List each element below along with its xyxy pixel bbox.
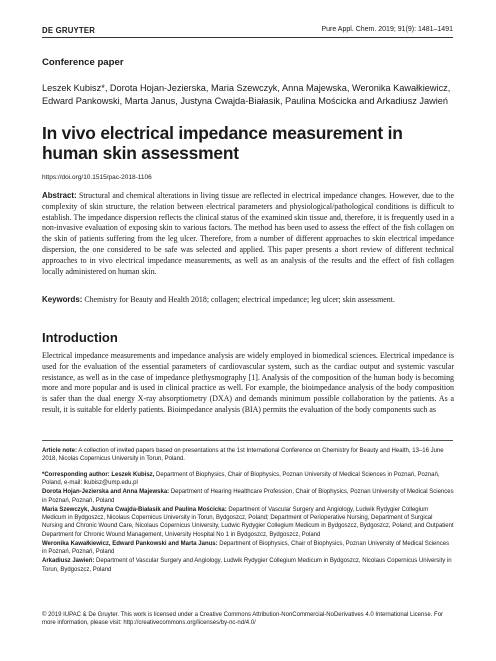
license-notice: © 2019 IUPAC & De Gruyter. This work is licensed under a Creative Commons Attribution-NonCommercial-NoDerivatives 4.0 International License. For more information, please visit: http://creativecommons.org/licenses/by-nc-nd/4.0/	[42, 612, 444, 627]
author-list: Leszek Kubisz*, Dorota Hojan-Jezierska, Maria Szewczyk, Anna Majewska, Weronika Kawałkiewicz, Edward Pankowski, Marta Janus, Justyna Cwajda-Białasik, Paulina Mościcka and Arkadiusz Jawień	[42, 83, 451, 107]
affiliation-names: *Corresponding author: Leszek Kubisz,	[42, 471, 155, 478]
affiliation-names: Arkadiusz Jawień:	[42, 558, 95, 565]
keywords	[42, 295, 454, 306]
abstract	[42, 191, 454, 277]
article-note	[42, 447, 454, 464]
journal-citation: Pure Appl. Chem. 2019; 91(9): 1481–1491	[321, 26, 453, 33]
abstract-text: Structural and chemical alterations in living tissue are reflected in electrical impedance changes. However, due to the complexity of skin structure, the relation between electrical parameters and physiological/pathological conditions is difficult to establish. The impedance dispersion reflects the clinical status of the examined skin tissue and, therefore, it is frequently used in a non-invasive evaluation of exposing skin to various factors. The method has been used to assess the effect of the fish collagen on the skin of patients suffering from the leg ulcer. Therefore, from a number of different approaches to skin electrical impedance dispersion, the one considered to be safe was selected and applied. This paper presents a short review of different technical approaches to in vivo electrical impedance measurements, as well as an analysis of the results and the effect of fish collagen locally administered on human skin.	[42, 191, 454, 276]
footnote-rule	[42, 440, 453, 441]
footnotes	[42, 447, 454, 575]
affiliation-text: Department of Biophysics, Chair of Biophysics, Poznan University of Medical Sciences in Poznań, Poznań, Poland	[42, 540, 450, 556]
keywords-label: Keywords:	[42, 295, 83, 304]
abstract-label: Abstract:	[42, 191, 77, 200]
affiliation-names: Dorota Hojan-Jezierska and Anna Majewska:	[42, 489, 170, 496]
affiliation-entry	[42, 557, 454, 574]
keywords-text: Chemistry for Beauty and Health 2018; collagen; electrical impedance; leg ulcer; skin assessment.	[84, 295, 395, 304]
introduction-heading: Introduction	[42, 330, 118, 345]
affiliation-text: Department of Vascular Surgery and Angiology, Ludwik Rydygier Collegium Medicum in Bydgoszcz, Nicolaus Copernicus University in Torun, Bydgoszcz, Poland; Department of Perioperative Nursing, Department of Surgical Nursing and Chronic Wound Care, Nicolaus Copernicus University, Ludwic Rydygier Collegium Medicum in Bydgoszcz, Bydgoszcz, Poland; and Outpatient Department for Chronic Wound Management, University Hospital No 1 in Bydgoszcz, Bydgoszcz, Poland	[42, 506, 454, 538]
affiliation-text: Department of Biophysics, Chair of Biophysics, Poznan University of Medical Sciences in Poznań, Poznań, Poland, e-mail: lkubisz@ump.edu.pl	[42, 471, 440, 487]
paper-title: In vivo electrical impedance measurement in human skin assessment	[42, 123, 403, 163]
affiliation-text: Department of Vascular Surgery and Angiology, Ludwik Rydygier Collegium Medicum in Bydgoszcz, Nicolaus Copernicus University in Torun, Bydgoszcz, Poland	[42, 558, 452, 573]
affiliation-entry	[42, 488, 454, 505]
introduction-text: Electrical impedance measurements and impedance analysis are widely employed in biomedical sciences. Electrical impedance is used for the evaluation of the essential parameters of cardiovascular system, such as the cardiac output and systemic vascular resistance, as well as in the case of impedance plethysmography [1]. Analysis of the composition of the human body is becoming more and more popular and is used in clinical practice as well. For example, the bioimpedance analysis of the body composition is safer than the dual energy X-ray absorptiometry (DXA) and demands minimum possible collaboration by the patients. As a result, it is suitable for elderly patients. Bioimpedance analysis (BIA) permits the evaluation of the body components such as	[42, 351, 454, 414]
affiliation-entry	[42, 506, 454, 540]
publisher-name: DE GRUYTER	[42, 26, 96, 35]
article-note-text: A collection of invited papers based on presentations at the 1st International Conference on Chemistry for Beauty and Health, 13–16 June 2018, Nicolas Copernicus University in Torun, Poland.	[42, 448, 444, 463]
section-label: Conference paper	[42, 57, 124, 68]
doi-link[interactable]: https://doi.org/10.1515/pac-2018-1106	[42, 174, 152, 181]
article-note-label: Article note:	[42, 448, 78, 454]
affiliation-text: Department of Hearing Healthcare Profession, Chair of Biophysics, Poznan University of Medical Sciences in Poznań, Poznań, Poland	[42, 489, 454, 504]
affiliation-entry	[42, 540, 454, 557]
header-rule	[42, 37, 453, 38]
affiliation-names: Maria Szewczyk, Justyna Cwajda-Białasik and Paulina Mościcka:	[42, 506, 227, 513]
affiliation-entry	[42, 471, 454, 488]
affiliation-names: Weronika Kawałkiewicz, Edward Pankowski and Marta Janus:	[42, 540, 218, 547]
